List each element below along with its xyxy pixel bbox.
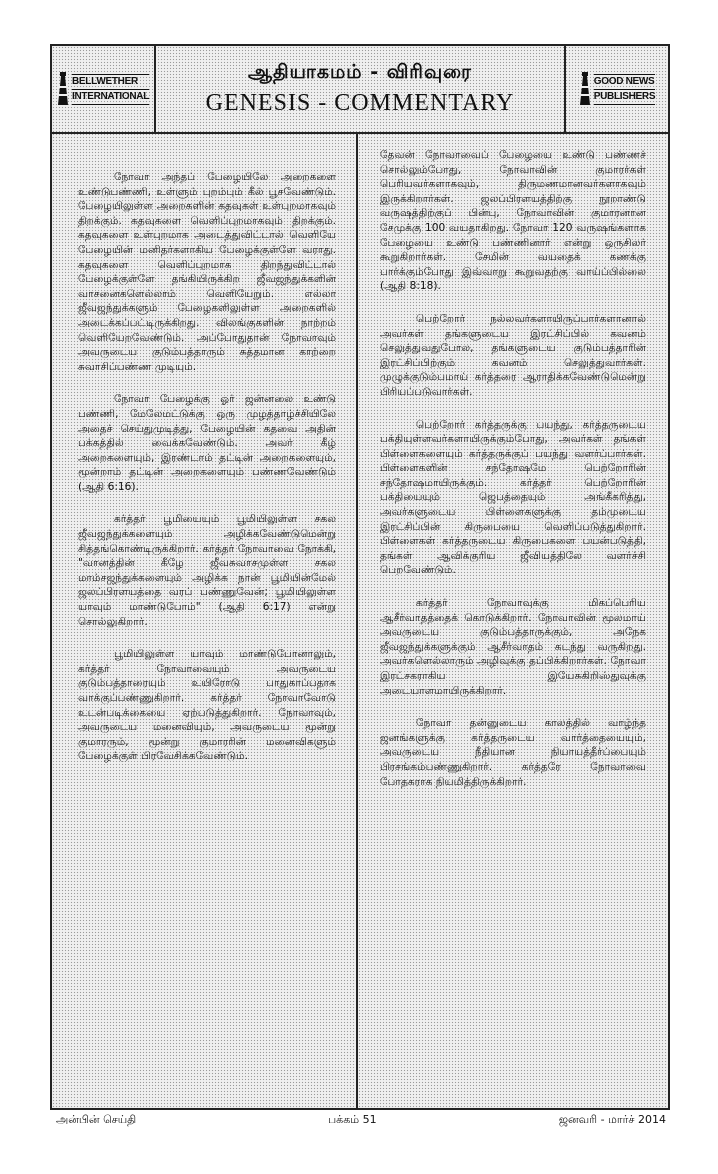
right-logo-line-2: PUBLISHERS xyxy=(594,90,655,105)
title-block xyxy=(156,46,564,132)
header xyxy=(52,46,668,134)
lighthouse-icon xyxy=(57,72,69,106)
left-column xyxy=(52,134,358,1108)
paragraph: நோவா அந்தப் பேழையிலே அறைகளை உண்டுபண்ணி, உள்ளும் புறம்பும் கீல் பூசவேண்டும். பேழையிலுள்ள அறைகளின் கதவுகள் உள்புறமாகவும் திறக்கும். கதவுகளை வெளிப்புறமாகவும் திறக்கும். கதவுகளை உள்புறமாக அடைத்துவிட்டால் வெளியே பேழையின் மனிதர்களாகிய பேழைக்குள்ளே வராது. கதவுகளை வெளிப்புறமாக திறந்துவிட்டால் பேழைக்குள்ளே தங்கியிருக்கிற ஜீவஜந்துக்களின் வாசனைகளெல்லாம் வெளியேறும். எல்லா ஜீவஜந்துக்களும் பேழைகளிலுள்ள அறைகளில் அடைக்கப்பட்டிருக்கிறது. விலங்குகளின் நாற்றம் வெளியேறவேண்டும். அப்போதுதான் நோவாவும் அவருடைய குடும்பத்தாரும் சுத்தமான காற்றை சுவாசிப்பண்ண முடியும். xyxy=(78,171,336,373)
good-news-logo xyxy=(564,46,668,132)
paragraph: நோவா பேழைக்கு ஓர் ஜன்னலை உண்டு பண்ணி, மேலேமட்டுக்கு ஒரு முழத்தாழ்ச்சியிலே அதைச் செய்துமுடித்து, பேழையின் கதவை அதின் பக்கத்தில் வைக்கவேண்டும். அவர் கீழ் அறைகளையும், இரண்டாம் தட்டின் அறைகளையும், மூன்றாம் தட்டின் அறைகளையும் பண்ணவேண்டும் (ஆதி 6:16). xyxy=(78,393,336,493)
paragraph: பூமியிலுள்ள யாவும் மாண்டுபோனாலும், கர்த்தர் நோவாவையும் அவருடைய குடும்பத்தாரையும் உயிரோடு பாதுகாப்பதாக வாக்குப்பண்ணுகிறார். கர்த்தர் நோவாவோடு உடன்படிக்கையை ஏற்படுத்துகிறார். நோவாவும், அவருடைய மனைவியும், அவருடைய மூன்று குமாரரும், மூன்று குமாரரின் மனைவிகளும் பேழைக்குள் பிரவேசிக்கவேண்டும். xyxy=(78,648,336,763)
paragraph: கர்த்தர் நோவாவுக்கு மிகப்பெரிய ஆசீர்வாதத்தைக் கொடுக்கிறார். நோவாவின் மூலமாய் அவருடைய குடும்பத்தாருக்கும், அநேக ஜீவஜந்துக்களுக்கும் ஆசீர்வாதம் கடந்து வருகிறது. அவர்களெல்லாரும் அழிவுக்கு தப்பிக்கிறார்கள். நோவா இரட்சகராகிய இயேசுகிறிஸ்துவுக்கு அடையாளமாயிருக்கிறார். xyxy=(380,597,646,697)
paragraph: பெற்றோர் கர்த்தருக்கு பயந்து, கர்த்தருடைய பக்தியுள்ளவர்களாயிருக்கும்போது, அவர்கள் தங்கள் பிள்ளைகளையும் கர்த்தருக்குப் பயந்து வளர்ப்பார்கள். பிள்ளைகளின் சந்தோஷமே பெற்றோரின் சந்தோஷமாயிருக்கும். கர்த்தர் பெற்றோரின் பக்தியையும் ஜெபத்தையும் அங்கீகரித்து, அவர்களுடைய பிள்ளைகளுக்கு தம்முடைய இரட்சிப்பின் கிருபையை வெளிப்படுத்துகிறார். பிள்ளைகள் கர்த்தருடைய கிருபைகளை பயன்படுத்தி, தங்கள் ஆவிக்குரிய ஜீவியத்திலே வளர்ச்சி பெறவேண்டும். xyxy=(380,418,646,577)
footer-page-number: பக்கம் 51 xyxy=(328,1113,377,1126)
title-tamil: ஆதியாகமம் - விரிவுரை xyxy=(248,61,472,83)
paragraph: கர்த்தர் பூமியையும் பூமியிலுள்ள சகல ஜீவஜந்துக்களையும் அழிக்கவேண்டுமென்று சித்தங்கொண்டிருக்கிறார். கர்த்தர் நோவாவை நோக்கி, "வானத்தின் கீழே ஜீவசுவாசமுள்ள சகல மாம்சஜந்துக்களையும் அழிக்க நான் பூமியின்மேல் ஜலப்பிரளயத்தை வரப் பண்ணுவேன்; பூமியிலுள்ள யாவும் மாண்டுபோம்" (ஆதி 6:17) என்று சொல்லுகிறார். xyxy=(78,513,336,628)
page-frame xyxy=(50,44,670,1110)
right-logo-line-1: GOOD NEWS xyxy=(594,75,655,90)
footer-magazine-name: அன்பின் செய்தி xyxy=(56,1113,137,1126)
paragraph: நோவா தன்னுடைய காலத்தில் வாழ்ந்த ஜனங்களுக்கு கர்த்தருடைய வார்த்தையையும், அவருடைய நீதியான நியாயத்தீர்ப்பையும் பிரசங்கம்பண்ணுகிறார். கர்த்தரே நோவாவை போதகராக நியமித்திருக்கிறார். xyxy=(380,717,646,788)
left-logo-line-2: INTERNATIONAL xyxy=(72,90,149,105)
title-english: GENESIS - COMMENTARY xyxy=(205,90,515,116)
page-footer xyxy=(56,1113,670,1131)
body-columns xyxy=(52,134,668,1108)
footer-issue-date: ஜனவரி - மார்ச் 2014 xyxy=(558,1113,666,1126)
paragraph: பெற்றோர் நல்லவர்களாயிருப்பார்களானால் அவர்கள் தங்களுடைய இரட்சிப்பில் கவனம் செலுத்துவதுபோல, தங்களுடைய குடும்பத்தாரின் இரட்சிப்பிற்கும் கவனம் செலுத்துவார்கள். முழுக்குடும்பமாய் கர்த்தரை ஆராதிக்கவேண்டுமென்று பிரியப்படுவார்கள். xyxy=(380,312,646,398)
lighthouse-icon xyxy=(579,72,591,106)
bellwether-logo xyxy=(52,46,156,132)
right-column xyxy=(358,134,668,1108)
left-logo-line-1: BELLWETHER xyxy=(72,75,149,90)
paragraph: தேவன் நோவாவைப் பேழையை உண்டு பண்ணச் சொல்லும்போது, நோவாவின் குமாரர்கள் பெரியவர்களாகவும், திருமணமானவர்களாகவும் இருக்கிறார்கள். ஜலப்பிரளயத்திற்கு நூறாண்டு வருஷத்திற்குப் பின்பு, நோவாவின் குமாரனான சேமுக்கு 100 வயதாகிறது. நோவா 120 வருஷங்களாக பேழையை உண்டு பண்ணினார் என்று ஒருசிலர் கூறுகிறார்கள். சேமின் வயதைக் கணக்கு பார்க்கும்போது இவ்வாறு கூறுவதற்கு வாய்ப்பில்லை (ஆதி 8:18). xyxy=(380,149,646,293)
